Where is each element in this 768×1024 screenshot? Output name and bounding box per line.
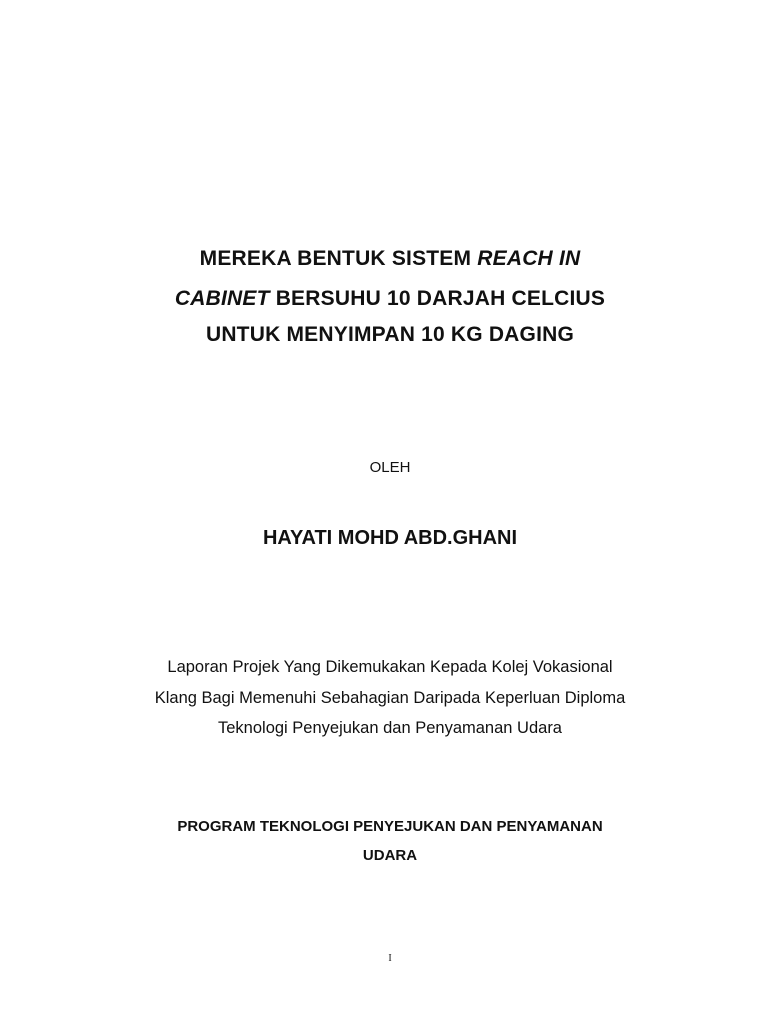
title-line-1-italic: REACH IN	[477, 247, 581, 270]
program-line-1: PROGRAM TEKNOLOGI PENYEJUKAN DAN PENYAMANAN	[177, 818, 603, 835]
title-line-2	[0, 287, 768, 311]
title-line-2-text: BERSUHU 10 DARJAH CELCIUS	[269, 287, 606, 310]
description-line-2: Klang Bagi Memenuhi Sebahagian Daripada Keperluan Diploma	[154, 689, 626, 707]
title-line-3: UNTUK MENYIMPAN 10 KG DAGING	[205, 323, 575, 346]
title-line-2-italic: CABINET	[174, 287, 270, 310]
by-label: OLEH	[369, 459, 411, 476]
description-line-1: Laporan Projek Yang Dikemukakan Kepada Kolej Vokasional	[167, 658, 613, 676]
program-line-2: UDARA	[362, 847, 418, 864]
description-line-3: Teknologi Penyejukan dan Penyamanan Udara	[218, 719, 562, 737]
page-number: I	[388, 953, 392, 964]
author-name: HAYATI MOHD ABD.GHANI	[262, 527, 518, 549]
title-line-1	[0, 247, 768, 271]
title-line-1-text: MEREKA BENTUK SISTEM	[199, 247, 478, 270]
